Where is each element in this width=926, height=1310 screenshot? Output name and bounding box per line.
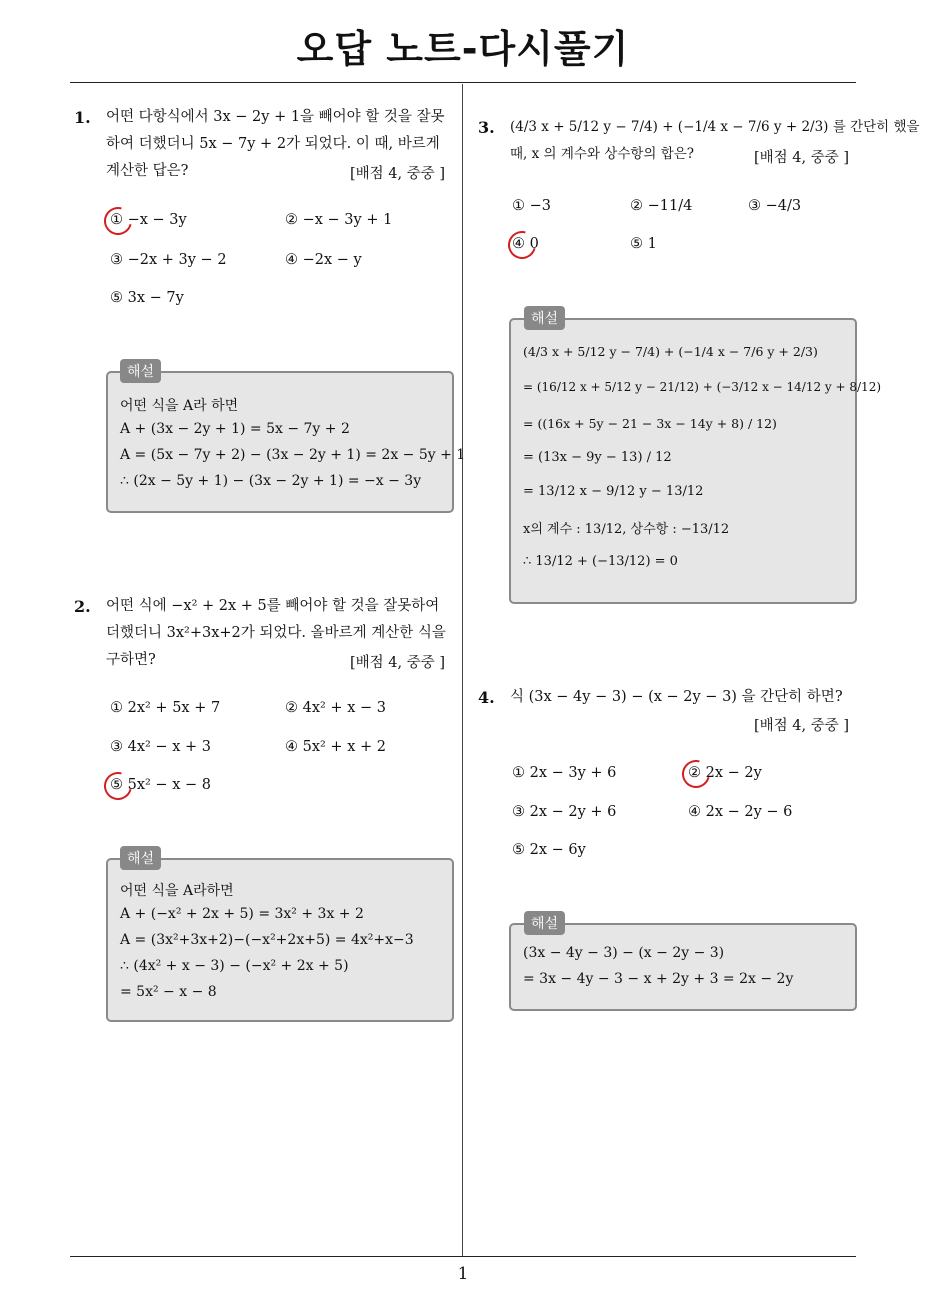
choice-4: ④ −2x − y <box>285 252 362 268</box>
choice-4: ④ 0 <box>512 236 539 252</box>
solution-line: = 3x − 4y − 3 − x + 2y + 3 = 2x − 2y <box>523 971 794 987</box>
choice-4: ④ 5x² + x + 2 <box>285 739 386 755</box>
choice-2: ② −11/4 <box>630 198 693 214</box>
solution-tag: 해설 <box>524 911 565 935</box>
solution-tag: 해설 <box>524 306 565 330</box>
choice-2: ② 2x − 2y <box>688 765 762 781</box>
solution-line: A + (−x² + 2x + 5) = 3x² + 3x + 2 <box>120 906 364 922</box>
question-line: 식 (3x − 4y − 3) − (x − 2y − 3) 을 간단히 하면? <box>510 689 843 705</box>
question-number: 2. <box>74 597 91 616</box>
score-meta: [배점 4, 중중 ] <box>754 150 850 166</box>
footer-rule <box>70 1256 856 1257</box>
question-number: 3. <box>478 118 495 137</box>
solution-box <box>106 371 466 513</box>
choice-1: ① 2x² + 5x + 7 <box>110 700 221 716</box>
score-meta: [배점 4, 중중 ] <box>754 718 850 734</box>
solution-line: x의 계수 : 13/12, 상수항 : −13/12 <box>523 522 730 537</box>
solution-line: = 13/12 x − 9/12 y − 13/12 <box>523 484 704 499</box>
question-line: 어떤 다항식에서 3x − 2y + 1을 빼어야 할 것을 잘못 <box>106 109 445 125</box>
question-line: 때, x 의 계수와 상수항의 합은? <box>510 146 695 162</box>
choice-3: ③ 4x² − x + 3 <box>110 739 211 755</box>
question-line: 계산한 답은? <box>106 163 189 179</box>
choice-3: ③ −4/3 <box>748 198 802 214</box>
choice-1: ① −x − 3y <box>110 212 187 228</box>
solution-box <box>106 858 454 1022</box>
question-line: 어떤 식에 −x² + 2x + 5를 빼어야 할 것을 잘못하여 <box>106 598 440 614</box>
choice-5: ⑤ 2x − 6y <box>512 842 586 858</box>
choice-4: ④ 2x − 2y − 6 <box>688 804 793 820</box>
choice-2: ② −x − 3y + 1 <box>285 212 393 228</box>
solution-line: ∴ (4x² + x − 3) − (−x² + 2x + 5) <box>120 958 349 974</box>
question-line: 하여 더했더니 5x − 7y + 2가 되었다. 이 때, 바르게 <box>106 136 440 152</box>
choice-5: ⑤ 3x − 7y <box>110 290 184 306</box>
question-line: 구하면? <box>106 652 156 668</box>
choice-3: ③ 2x − 2y + 6 <box>512 804 617 820</box>
page-title: 오답 노트-다시풀기 <box>296 27 630 71</box>
solution-line: A = (5x − 7y + 2) − (3x − 2y + 1) = 2x − 5y + 1 <box>120 447 466 463</box>
solution-line: A + (3x − 2y + 1) = 5x − 7y + 2 <box>120 421 350 437</box>
solution-tag: 해설 <box>120 846 161 870</box>
solution-line: = ((16x + 5y − 21 − 3x − 14y + 8) / 12) <box>523 416 777 431</box>
solution-line: = (13x − 9y − 13) / 12 <box>523 450 672 465</box>
header-rule <box>70 82 856 83</box>
solution-line: (4/3 x + 5/12 y − 7/4) + (−1/4 x − 7/6 y + 2/3) <box>523 344 818 359</box>
choice-5: ⑤ 5x² − x − 8 <box>110 777 211 793</box>
solution-line: ∴ 13/12 + (−13/12) = 0 <box>523 554 678 569</box>
solution-line: 어떤 식을 A라하면 <box>120 883 234 899</box>
solution-box <box>509 318 882 604</box>
choice-2: ② 4x² + x − 3 <box>285 700 386 716</box>
question-number: 4. <box>478 688 495 707</box>
question-text <box>510 114 920 168</box>
choice-1: ① 2x − 3y + 6 <box>512 765 617 781</box>
solution-line: = (16/12 x + 5/12 y − 21/12) + (−3/12 x − 14/12 y + 8/12) <box>523 380 882 394</box>
question-line: 더했더니 3x²+3x+2가 되었다. 올바르게 계산한 식을 <box>106 625 446 641</box>
question-line: (4/3 x + 5/12 y − 7/4) + (−1/4 x − 7/6 y + 2/3) 를 간단히 했을 <box>510 119 920 135</box>
score-meta: [배점 4, 중중 ] <box>350 166 446 182</box>
solution-line: (3x − 4y − 3) − (x − 2y − 3) <box>523 945 725 961</box>
solution-line: ∴ (2x − 5y + 1) − (3x − 2y + 1) = −x − 3y <box>120 473 422 489</box>
choice-1: ① −3 <box>512 198 551 214</box>
question-number: 1. <box>74 108 91 127</box>
solution-line: 어떤 식을 A라 하면 <box>120 398 239 414</box>
solution-tag: 해설 <box>120 359 161 383</box>
solution-box <box>509 923 857 1011</box>
solution-line: A = (3x²+3x+2)−(−x²+2x+5) = 4x²+x−3 <box>120 932 414 948</box>
page-number: 1 <box>457 1264 469 1284</box>
question-text <box>510 684 843 711</box>
score-meta: [배점 4, 중중 ] <box>350 655 446 671</box>
choice-5: ⑤ 1 <box>630 236 657 252</box>
solution-line: = 5x² − x − 8 <box>120 984 217 1000</box>
choice-3: ③ −2x + 3y − 2 <box>110 252 227 268</box>
column-divider <box>462 84 463 1256</box>
